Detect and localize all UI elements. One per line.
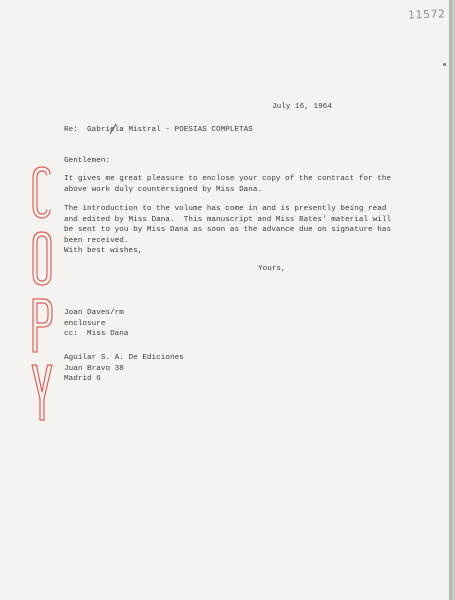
salutation: Gentlemen: [64, 157, 111, 165]
paragraph-2-line-1: The introduction to the volume has come in and is presently being read [64, 205, 387, 213]
copy-stamp-lettering [30, 166, 56, 422]
recipient-address-line-2: Juan Bravo 38 [64, 364, 124, 373]
recipient-address-line-3: Madrid 6 [64, 375, 101, 384]
stamp-letter-y [32, 365, 52, 420]
sender-line-1: Joan Daves/rm [64, 309, 124, 317]
copy-stamp [30, 166, 56, 422]
handwritten-correction-mark [108, 123, 118, 135]
stamp-letter-c [33, 167, 50, 218]
archive-number: 11572 [407, 7, 446, 22]
paragraph-1-line-2: above work duly countersigned by Miss Dana. [64, 185, 263, 194]
punch-mark [443, 63, 446, 66]
stamp-letter-p [33, 299, 52, 352]
subject-prefix: Re: [64, 126, 78, 134]
subject-line: Gabriela Mistral - POESIAS COMPLETAS [87, 126, 253, 134]
paragraph-1-line-1: It gives me great pleasure to enclose your copy of the contract for the [64, 175, 392, 183]
letter-date: July 16, 1964 [272, 103, 332, 111]
sender-line-3: cc: Miss Dana [64, 330, 129, 339]
paragraph-2-line-4: been received. [64, 236, 129, 245]
closing-wishes: With best wishes, [64, 247, 143, 255]
stamp-letter-o [33, 232, 51, 285]
valediction: Yours, [258, 265, 286, 273]
sender-line-2: enclosure [64, 319, 106, 328]
paragraph-2-line-3: be sent to you by Miss Dana as soon as the advance due on signature has [64, 226, 392, 235]
recipient-address-line-1: Aguilar S. A. De Ediciones [64, 354, 184, 362]
paragraph-2-line-2: and edited by Miss Dana. This manuscript and Miss Bates' material will [64, 215, 392, 224]
